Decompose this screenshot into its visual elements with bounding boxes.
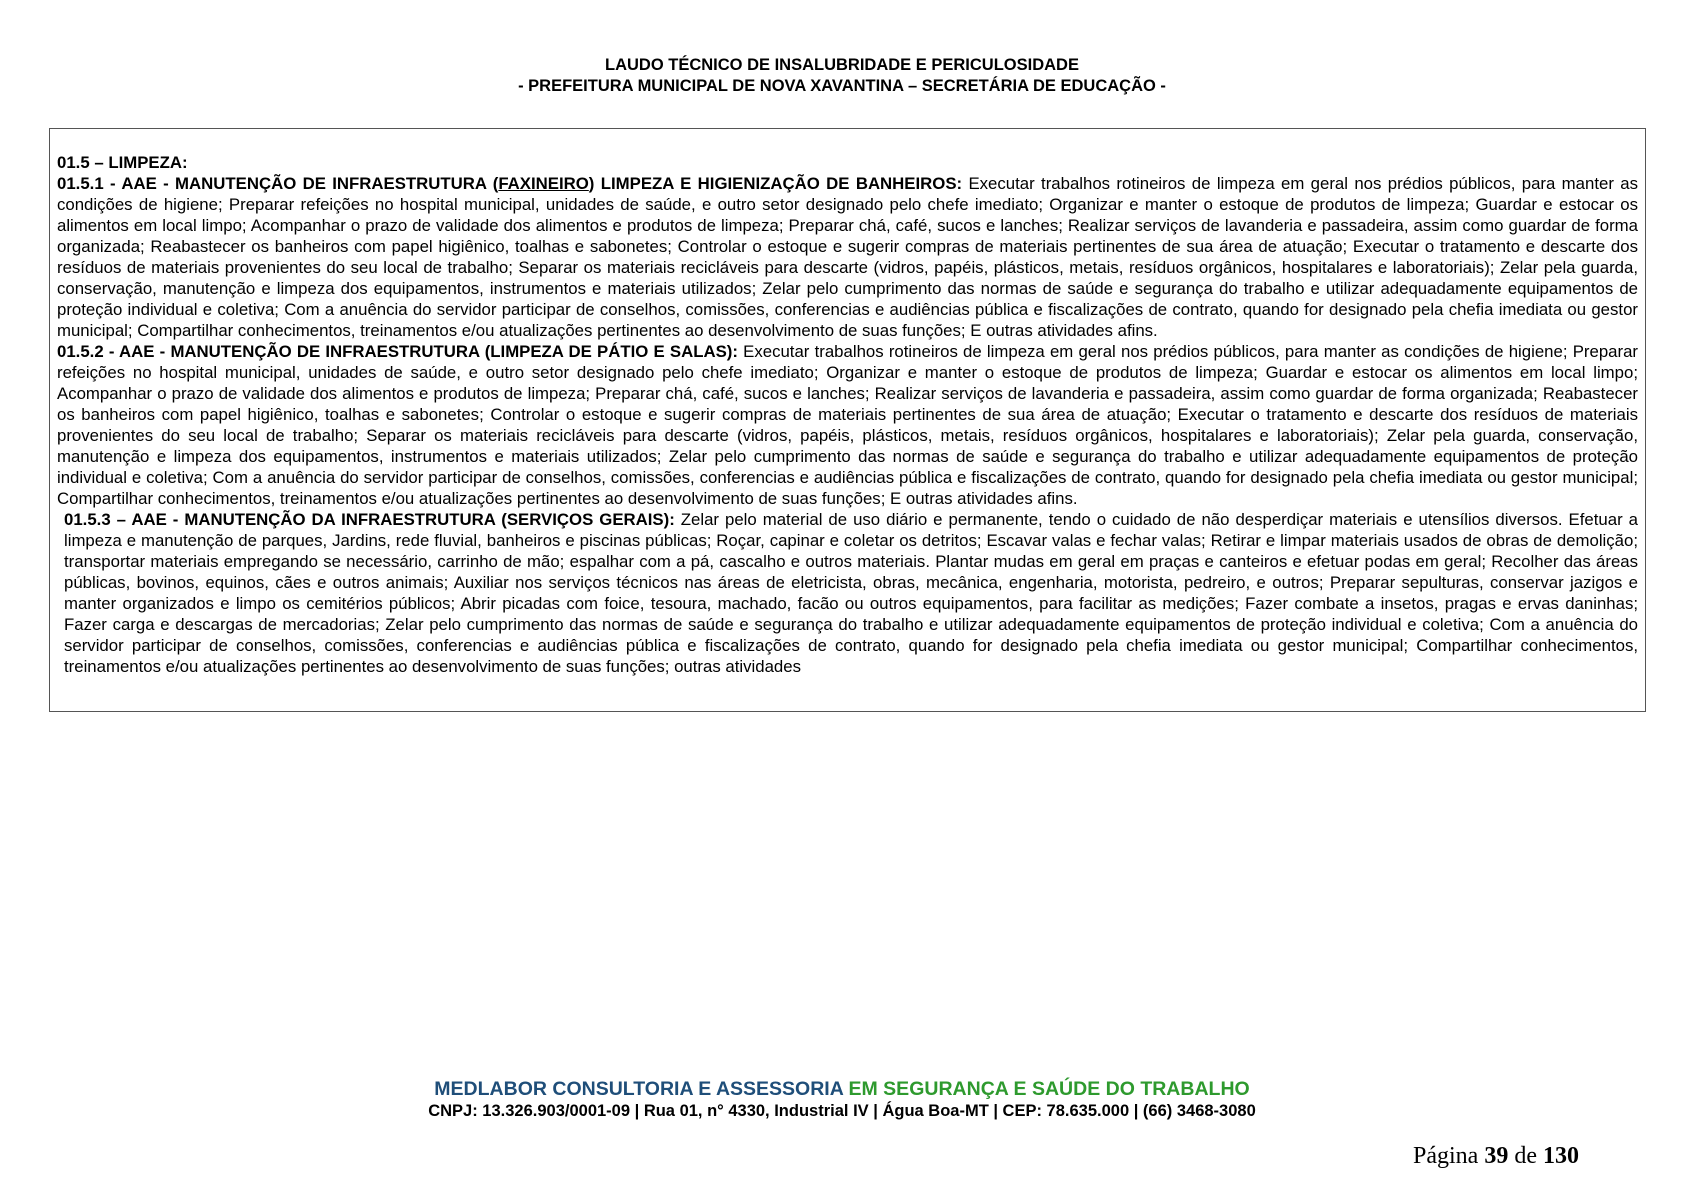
footer-address: CNPJ: 13.326.903/0001-09 | Rua 01, n° 4330, Industrial IV | Água Boa-MT | CEP: 78.635.000 | (66) 3468-3080: [428, 1102, 1256, 1120]
page-separator: de: [1508, 1143, 1543, 1169]
page-total: 130: [1543, 1143, 1579, 1169]
item-text: Zelar pelo material de uso diário e permanente, tendo o cuidado de não desperdiçar materiais e utensílios diversos. Efetuar a limpeza e manutenção de parques, Jardins, rede fluvial, banheiros e piscinas públicas; Roçar, capinar e coletar os detritos; Escavar valas e fechar valas; Retirar e limpar materiais usados de obras de demolição; transportar materiais empregando se necessário, carrinho de mão; espalhar com a pá, cascalho e outros materiais. Plantar mudas em geral em praças e canteiros e efetuar podas em geral; Recolher das áreas públicas, bovinos, equinos, cães e outros animais; Auxiliar nos serviços técnicos nas áreas de eletricista, obras, mecânica, engenharia, motorista, pedreiro, e outros; Preparar sepulturas, conservar jazigos e manter organizados e limpo os cemitérios públicos; Abrir picadas com foice, tesoura, machado, facão ou outros equipamentos, para facilitar as medições; Fazer combate a insetos, pragas e ervas daninhas; Fazer carga e descargas de mercadorias; Zelar pelo cumprimento das normas de saúde e segurança do trabalho e utilizar adequadamente equipamentos de proteção individual e coletiva; Com a anuência do servidor participar de conselhos, comissões, conferencias e audiências pública e fiscalizações de contrato, quando for designado pela chefia imediata ou gestor municipal; Compartilhar conhecimentos, treinamentos e/ou atualizações pertinentes ao desenvolvimento de suas funções; outras atividades: [64, 510, 1638, 676]
item-heading-prefix: 01.5.1 - AAE - MANUTENÇÃO DE INFRAESTRUTURA (: [57, 174, 499, 193]
company-tagline: EM SEGURANÇA E SAÚDE DO TRABALHO: [843, 1078, 1250, 1100]
content-box: [49, 128, 1646, 712]
footer-company: [0, 1078, 1684, 1101]
company-name: MEDLABOR CONSULTORIA E ASSESSORIA: [434, 1078, 844, 1100]
item-heading-suffix: ) LIMPEZA E HIGIENIZAÇÃO DE BANHEIROS:: [588, 174, 963, 193]
item-heading: 01.5.3 – AAE - MANUTENÇÃO DA INFRAESTRUTURA (SERVIÇOS GERAIS):: [64, 510, 675, 529]
item-heading-underlined: FAXINEIRO: [498, 174, 589, 193]
page-label: Página: [1413, 1143, 1485, 1169]
page-current: 39: [1484, 1143, 1509, 1169]
header-title: LAUDO TÉCNICO DE INSALUBRIDADE E PERICULOSIDADE: [605, 56, 1079, 74]
item-01-5-1: [57, 173, 1638, 341]
item-01-5-3: [57, 509, 1638, 677]
item-text: Executar trabalhos rotineiros de limpeza em geral nos prédios públicos, para manter as condições de higiene; Preparar refeições no hospital municipal, unidades de saúde, e outro setor designado pelo chefe imediato; Organizar e manter o estoque de produtos de limpeza; Guardar e estocar os alimentos em local limpo; Acompanhar o prazo de validade dos alimentos e produtos de limpeza; Preparar chá, café, sucos e lanches; Realizar serviços de lavanderia e passadeira, assim como guardar de forma organizada; Reabastecer os banheiros com papel higiênico, toalhas e sabonetes; Controlar o estoque e sugerir compras de materiais pertinentes de sua área de atuação; Executar o tratamento e descarte dos resíduos de materiais provenientes do seu local de trabalho; Separar os materiais recicláveis para descarte (vidros, papéis, plásticos, metais, resíduos orgânicos, hospitalares e laboratoriais); Zelar pela guarda, conservação, manutenção e limpeza dos equipamentos, instrumentos e materiais utilizados; Zelar pelo cumprimento das normas de saúde e segurança do trabalho e utilizar adequadamente equipamentos de proteção individual e coletiva; Com a anuência do servidor participar de conselhos, comissões, conferencias e audiências pública e fiscalizações de contrato, quando for designado pela chefia imediata ou gestor municipal; Compartilhar conhecimentos, treinamentos e/ou atualizações pertinentes ao desenvolvimento de suas funções; E outras atividades afins.: [57, 342, 1638, 508]
item-heading: 01.5.2 - AAE - MANUTENÇÃO DE INFRAESTRUTURA (LIMPEZA DE PÁTIO E SALAS):: [57, 342, 738, 361]
header-subtitle: - PREFEITURA MUNICIPAL DE NOVA XAVANTINA – SECRETÁRIA DE EDUCAÇÃO -: [518, 77, 1166, 95]
item-heading: [57, 174, 962, 193]
section-title: 01.5 – LIMPEZA:: [57, 153, 188, 172]
item-text: Executar trabalhos rotineiros de limpeza em geral nos prédios públicos, para manter as condições de higiene; Preparar refeições no hospital municipal, unidades de saúde, e outro setor designado pelo chefe imediato; Organizar e manter o estoque de produtos de limpeza; Guardar e estocar os alimentos em local limpo; Acompanhar o prazo de validade dos alimentos e produtos de limpeza; Preparar chá, café, sucos e lanches; Realizar serviços de lavanderia e passadeira, assim como guardar de forma organizada; Reabastecer os banheiros com papel higiênico, toalhas e sabonetes; Controlar o estoque e sugerir compras de materiais pertinentes de sua área de atuação; Executar o tratamento e descarte dos resíduos de materiais provenientes do seu local de trabalho; Separar os materiais recicláveis para descarte (vidros, papéis, plásticos, metais, resíduos orgânicos, hospitalares e laboratoriais); Zelar pela guarda, conservação, manutenção e limpeza dos equipamentos, instrumentos e materiais utilizados; Zelar pelo cumprimento das normas de saúde e segurança do trabalho e utilizar adequadamente equipamentos de proteção individual e coletiva; Com a anuência do servidor participar de conselhos, comissões, conferencias e audiências pública e fiscalizações de contrato, quando for designado pela chefia imediata ou gestor municipal; Compartilhar conhecimentos, treinamentos e/ou atualizações pertinentes ao desenvolvimento de suas funções; E outras atividades afins.: [57, 174, 1638, 340]
item-01-5-2: [57, 341, 1638, 509]
page-number: [1413, 1143, 1579, 1170]
document-header: [0, 55, 1684, 97]
